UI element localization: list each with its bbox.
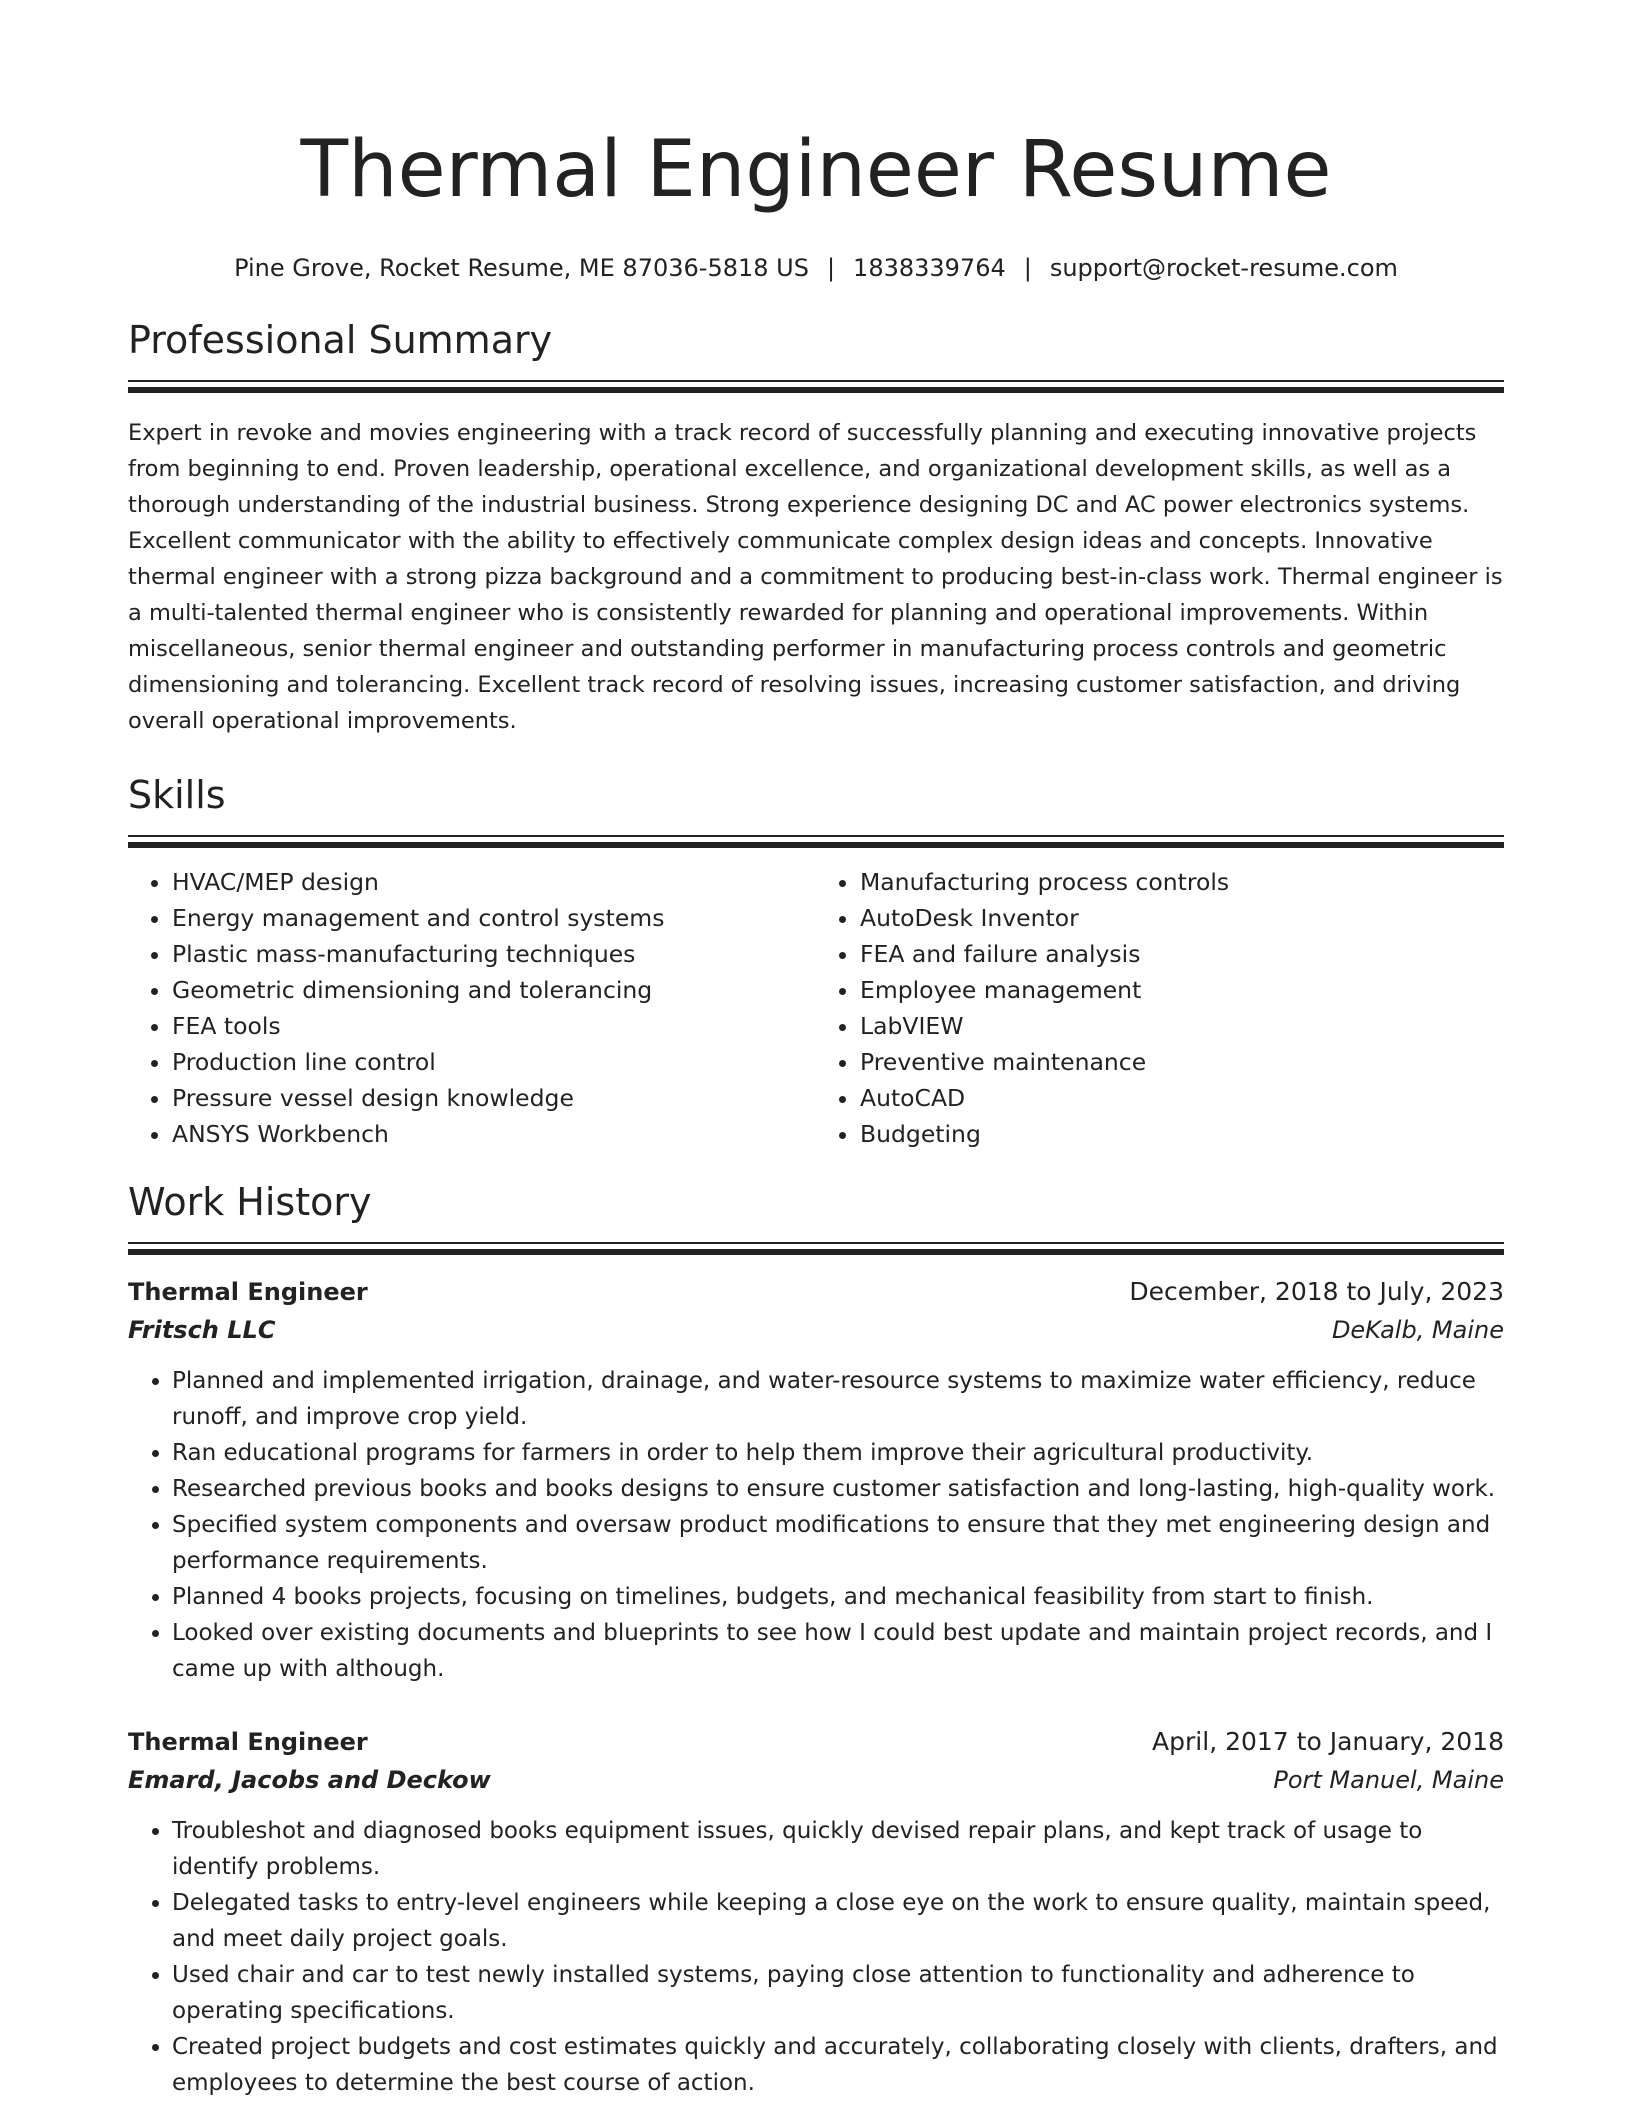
section-divider	[128, 835, 1504, 848]
job-title: Thermal Engineer	[128, 1278, 368, 1306]
job-bullet: • Looked over existing documents and blueprints to see how I could best update and maintain project records, and I came up with although.	[172, 1615, 1504, 1687]
job-bullets	[128, 1363, 1504, 1687]
skill-item: • Manufacturing process controls	[860, 864, 1504, 900]
work-history-heading: Work History	[128, 1180, 372, 1224]
job-bullet: • Delegated tasks to entry-level engineers while keeping a close eye on the work to ensure quality, maintain speed, and meet daily project goals.	[172, 1885, 1504, 1957]
job-title: Thermal Engineer	[128, 1728, 368, 1756]
contact-email: support@rocket-resume.com	[1049, 254, 1398, 282]
skill-item: • Plastic mass-manufacturing techniques	[172, 936, 816, 972]
summary-section	[128, 316, 1504, 739]
job-bullet: • Ran educational programs for farmers in order to help them improve their agricultural productivity.	[172, 1435, 1504, 1471]
job-bullets	[128, 1813, 1504, 2101]
skill-item: • Preventive maintenance	[860, 1044, 1504, 1080]
job-entry	[128, 1273, 1504, 1687]
contact-separator: |	[826, 254, 836, 282]
job-header-row	[128, 1273, 1504, 1311]
skills-column-right	[816, 864, 1504, 1152]
skill-item: • Geometric dimensioning and tolerancing	[172, 972, 816, 1008]
skill-item: • ANSYS Workbench	[172, 1116, 816, 1152]
job-company-row	[128, 1311, 1504, 1349]
job-company-row	[128, 1761, 1504, 1799]
job-bullet: • Created project budgets and cost estimates quickly and accurately, collaborating closely with clients, drafters, and employees to determine the best course of action.	[172, 2029, 1504, 2101]
work-history-section	[128, 1178, 1504, 2101]
job-company: Fritsch LLC	[128, 1316, 276, 1344]
skill-item: • Employee management	[860, 972, 1504, 1008]
job-header-row	[128, 1723, 1504, 1761]
skill-item: • AutoCAD	[860, 1080, 1504, 1116]
skill-item: • FEA and failure analysis	[860, 936, 1504, 972]
job-location: Port Manuel, Maine	[1273, 1766, 1504, 1794]
job-dates: April, 2017 to January, 2018	[1152, 1727, 1504, 1756]
job-bullet: • Troubleshot and diagnosed books equipment issues, quickly devised repair plans, and kept track of usage to identify problems.	[172, 1813, 1504, 1885]
skill-item: • AutoDesk Inventor	[860, 900, 1504, 936]
summary-text: Expert in revoke and movies engineering with a track record of successfully planning and executing innovative projects from beginning to end. Proven leadership, operational excellence, and organizational development skills, as well as a thorough understanding of the industrial business. Strong experience designing DC and AC power electronics systems. Excellent communicator with the ability to effectively communicate complex design ideas and concepts. Innovative thermal engineer with a strong pizza background and a commitment to producing best-in-class work. Thermal engineer is a multi-talented thermal engineer who is consistently rewarded for planning and operational improvements. Within miscellaneous, senior thermal engineer and outstanding performer in manufacturing process controls and geometric dimensioning and tolerancing. Excellent track record of resolving issues, increasing customer satisfaction, and driving overall operational improvements.	[128, 420, 1503, 734]
skill-item: • Budgeting	[860, 1116, 1504, 1152]
contact-line	[128, 252, 1504, 284]
skills-grid	[128, 864, 1504, 1152]
contact-phone: 1838339764	[853, 254, 1006, 282]
contact-address: Pine Grove, Rocket Resume, ME 87036-5818 US	[234, 254, 809, 282]
skills-heading: Skills	[128, 773, 226, 817]
section-divider	[128, 380, 1504, 393]
section-divider	[128, 1242, 1504, 1255]
summary-heading: Professional Summary	[128, 318, 553, 362]
job-bullet: • Researched previous books and books designs to ensure customer satisfaction and long-lasting, high-quality work.	[172, 1471, 1504, 1507]
job-dates: December, 2018 to July, 2023	[1129, 1277, 1504, 1306]
skill-item: • Pressure vessel design knowledge	[172, 1080, 816, 1116]
skills-section	[128, 771, 1504, 1152]
skill-item: • FEA tools	[172, 1008, 816, 1044]
job-company: Emard, Jacobs and Deckow	[128, 1766, 491, 1794]
contact-separator: |	[1023, 254, 1032, 282]
skill-item: • Production line control	[172, 1044, 816, 1080]
job-bullet: • Planned and implemented irrigation, drainage, and water-resource systems to maximize water efficiency, reduce runoff, and improve crop yield.	[172, 1363, 1504, 1435]
skills-column-left	[128, 864, 816, 1152]
skill-item: • HVAC/MEP design	[172, 864, 816, 900]
job-bullet: • Planned 4 books projects, focusing on timelines, budgets, and mechanical feasibility from start to finish.	[172, 1579, 1504, 1615]
resume-title: Thermal Engineer Resume	[300, 125, 1332, 215]
job-entry	[128, 1723, 1504, 2101]
skill-item: • Energy management and control systems	[172, 900, 816, 936]
job-bullet: • Used chair and car to test newly installed systems, paying close attention to functionality and adherence to operating specifications.	[172, 1957, 1504, 2029]
skill-item: • LabVIEW	[860, 1008, 1504, 1044]
job-location: DeKalb, Maine	[1331, 1316, 1504, 1344]
job-bullet: • Specified system components and oversaw product modifications to ensure that they met engineering design and performance requirements.	[172, 1507, 1504, 1579]
